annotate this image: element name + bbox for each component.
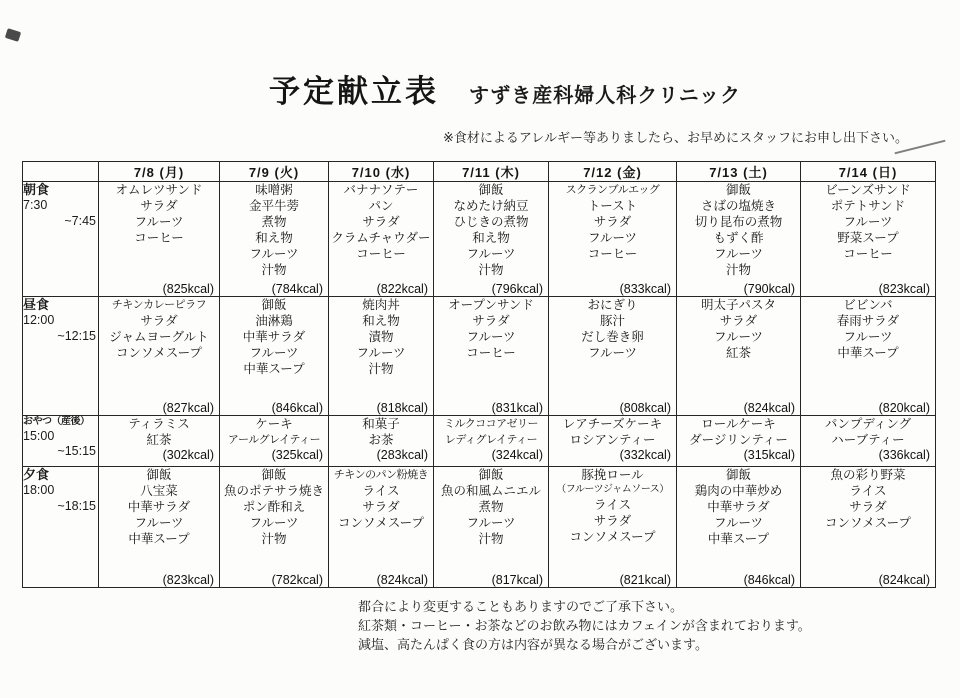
kcal-value: (784kcal): [271, 282, 323, 296]
menu-item: ハーブティー: [831, 433, 905, 447]
menu-item: フルーツ: [587, 346, 637, 360]
menu-item: 汁物: [478, 532, 504, 546]
menu-item: 汁物: [261, 532, 287, 546]
menu-cell: [549, 416, 677, 467]
kcal-value: (825kcal): [162, 282, 214, 296]
menu-item: サラダ: [362, 215, 400, 229]
menu-item: ライス: [362, 484, 400, 498]
day-header: 7/9 (火): [220, 162, 329, 182]
menu-cell: [99, 182, 220, 297]
menu-item: フルーツ: [713, 330, 763, 344]
menu-item: コーヒー: [134, 231, 184, 245]
menu-item: ティラミス: [128, 417, 190, 431]
menu-item: 御飯: [478, 183, 504, 197]
menu-item: コーヒー: [356, 247, 406, 261]
corner-cell: [23, 162, 99, 182]
menu-item: 豚汁: [599, 314, 625, 328]
menu-item: ロシアンティー: [569, 433, 656, 447]
menu-item: 御飯: [478, 468, 504, 482]
kcal-value: (283kcal): [376, 448, 428, 462]
menu-item: 中華スープ: [707, 532, 770, 546]
menu-item: 煮物: [478, 500, 504, 514]
menu-item: ビビンバ: [843, 298, 893, 312]
kcal-value: (833kcal): [619, 282, 671, 296]
menu-item: 中華サラダ: [707, 500, 770, 514]
menu-item: ミルクココアゼリー: [444, 418, 538, 430]
menu-item: ライス: [593, 498, 631, 512]
menu-item: 汁物: [368, 362, 394, 376]
day-header: 7/13 (土): [677, 162, 801, 182]
menu-cell: [220, 182, 329, 297]
menu-cell: [220, 297, 329, 416]
menu-item: トースト: [587, 199, 638, 213]
kcal-value: (817kcal): [491, 573, 543, 587]
menu-item: フルーツ: [843, 215, 893, 229]
menu-item: 御飯: [261, 298, 287, 312]
menu-cell: [329, 467, 434, 588]
menu-item: 八宝菜: [140, 484, 178, 498]
menu-item: お茶: [368, 433, 394, 447]
kcal-value: (824kcal): [376, 573, 428, 587]
menu-item: 油淋鶏: [255, 314, 293, 328]
menu-item: パン: [368, 199, 394, 213]
meal-time-end: ~12:15: [57, 328, 96, 343]
menu-item: 魚のポテサラ焼き: [223, 484, 324, 498]
menu-cell: [549, 297, 677, 416]
menu-item: 切り昆布の煮物: [694, 215, 783, 229]
menu-item: コンソメスープ: [824, 516, 911, 530]
footer-note-line: 都合により変更することもありますのでご了承下さい。: [358, 599, 684, 614]
meal-time-end: ~15:15: [57, 444, 96, 459]
menu-item: 春雨サラダ: [836, 314, 900, 328]
menu-item: 中華スープ: [243, 362, 305, 376]
kcal-value: (824kcal): [878, 573, 930, 587]
meal-label: [23, 416, 99, 467]
menu-item: フルーツ: [587, 231, 637, 245]
meal-time-start: 12:00: [23, 313, 55, 328]
kcal-value: (808kcal): [619, 401, 671, 415]
kcal-value: (336kcal): [878, 448, 930, 462]
menu-cell: [434, 182, 549, 297]
menu-item: 和え物: [472, 231, 510, 245]
menu-cell: [434, 467, 549, 588]
menu-item: フルーツ: [713, 247, 763, 261]
menu-item: 煮物: [261, 215, 287, 229]
meal-time-end: ~18:15: [57, 498, 96, 513]
menu-item: 和菓子: [362, 417, 400, 431]
meal-label: [23, 182, 99, 297]
menu-item: 中華スープ: [837, 346, 899, 360]
menu-cell: [801, 416, 936, 467]
menu-item: チキンカレーピラフ: [111, 299, 207, 311]
menu-item: サラダ: [140, 199, 178, 213]
menu-item: 御飯: [261, 468, 287, 482]
menu-item: 中華サラダ: [127, 500, 191, 514]
menu-item: コーヒー: [587, 247, 638, 261]
menu-item: 魚の彩り野菜: [830, 468, 906, 482]
menu-item: チキンのパン粉焼き: [333, 469, 429, 481]
menu-cell: [677, 182, 801, 297]
menu-item: 紅茶: [725, 346, 751, 360]
menu-cell: [677, 467, 801, 588]
menu-item: サラダ: [362, 500, 400, 514]
menu-item: 金平牛蒡: [248, 199, 299, 213]
menu-item: フルーツ: [249, 516, 299, 530]
menu-item: 豚挽ロール: [581, 468, 644, 482]
menu-item: オムレツサンド: [115, 183, 203, 197]
menu-item: サラダ: [593, 514, 632, 528]
kcal-value: (846kcal): [271, 401, 323, 415]
menu-item: スクランブルエッグ: [565, 184, 660, 196]
meal-row: [23, 182, 936, 297]
menu-cell: [549, 467, 677, 588]
menu-item: 汁物: [478, 263, 504, 277]
menu-item: ケーキ: [255, 417, 293, 431]
meal-name: 朝食: [23, 182, 50, 197]
menu-item: フルーツ: [356, 346, 406, 360]
menu-cell: [99, 416, 220, 467]
meal-row: [23, 416, 936, 467]
menu-item: 野菜スープ: [837, 231, 899, 245]
kcal-value: (782kcal): [271, 573, 323, 587]
menu-item: 和え物: [255, 231, 293, 245]
menu-item: ひじきの煮物: [453, 215, 529, 229]
allergy-note: ※食材によるアレルギー等ありましたら、お早めにスタッフにお申し出下さい。: [442, 130, 908, 145]
day-header-row: [23, 162, 936, 182]
kcal-value: (821kcal): [619, 573, 671, 587]
kcal-value: (818kcal): [376, 401, 428, 415]
menu-cell: [220, 467, 329, 588]
meal-label: [23, 297, 99, 416]
kcal-value: (824kcal): [743, 401, 795, 415]
kcal-value: (796kcal): [491, 282, 543, 296]
menu-item: パンプディング: [824, 417, 912, 431]
menu-cell: [549, 182, 677, 297]
menu-item: ジャムヨーグルト: [109, 330, 209, 344]
kcal-value: (823kcal): [878, 282, 930, 296]
day-header: 7/8 (月): [99, 162, 220, 182]
meal-row: [23, 297, 936, 416]
footer-note-line: 減塩、高たんぱく食の方は内容が異なる場合がございます。: [358, 636, 708, 652]
kcal-value: (827kcal): [162, 401, 214, 415]
page-header: [0, 0, 960, 111]
menu-item: ポン酢和え: [242, 500, 306, 514]
kcal-value: (846kcal): [743, 573, 795, 587]
menu-item: 味噌粥: [255, 183, 293, 197]
menu-item: フルーツ: [134, 215, 184, 229]
meal-row: [23, 467, 936, 588]
menu-item: コンソメスープ: [115, 346, 202, 360]
menu-cell: [801, 297, 936, 416]
footer-note-line: 紅茶類・コーヒー・お茶などのお飲み物にはカフェインが含まれております。: [358, 617, 811, 633]
meal-time-start: 15:00: [23, 428, 55, 443]
menu-item: フルーツ: [466, 330, 516, 344]
menu-item: 中華サラダ: [242, 330, 306, 344]
meal-name: おやつ（産後）: [23, 416, 90, 427]
menu-cell: [329, 297, 434, 416]
menu-item: フルーツ: [249, 346, 299, 360]
menu-cell: [677, 297, 801, 416]
menu-item: 明太子パスタ: [700, 298, 776, 312]
meal-time-end: ~7:45: [64, 213, 96, 228]
menu-item: 汁物: [261, 263, 287, 277]
kcal-value: (820kcal): [878, 401, 930, 415]
kcal-value: (325kcal): [271, 448, 323, 462]
menu-item: 紅茶: [146, 433, 172, 447]
menu-item: 中華スープ: [128, 532, 190, 546]
kcal-value: (790kcal): [743, 282, 795, 296]
menu-item: 魚の和風ムニエル: [440, 484, 541, 498]
kcal-value: (822kcal): [376, 282, 428, 296]
menu-item: （フルーツジャムソース）: [556, 484, 669, 495]
menu-cell: [329, 182, 434, 297]
menu-item: 御飯: [725, 468, 751, 482]
day-header: 7/10 (水): [329, 162, 434, 182]
menu-item: 御飯: [725, 183, 751, 197]
day-header: 7/12 (金): [549, 162, 677, 182]
menu-item: 漬物: [368, 330, 394, 344]
menu-item: 焼肉丼: [362, 298, 400, 312]
menu-cell: [220, 416, 329, 467]
menu-item: サラダ: [849, 500, 887, 514]
menu-item: おにぎり: [587, 298, 638, 312]
menu-cell: [801, 182, 936, 297]
menu-item: ダージリンティー: [689, 433, 788, 447]
menu-item: コンソメスープ: [337, 516, 424, 530]
menu-item: クラムチャウダー: [331, 231, 431, 245]
menu-cell: [801, 467, 936, 588]
menu-item: コーヒー: [466, 346, 516, 360]
menu-cell: [434, 297, 549, 416]
page-title: 予定献立表: [269, 74, 439, 109]
kcal-value: (324kcal): [491, 448, 543, 462]
menu-item: フルーツ: [134, 516, 184, 530]
menu-item: フルーツ: [466, 516, 516, 530]
kcal-value: (823kcal): [162, 573, 214, 587]
kcal-value: (315kcal): [743, 448, 795, 462]
menu-item: フルーツ: [466, 247, 516, 261]
menu-item: フルーツ: [843, 330, 893, 344]
menu-item: ポテトサンド: [830, 199, 906, 213]
menu-item: さばの塩焼き: [700, 199, 776, 213]
menu-cell: [677, 416, 801, 467]
menu-item: もずく酢: [713, 231, 764, 245]
kcal-value: (302kcal): [162, 448, 214, 462]
day-header: 7/11 (木): [434, 162, 549, 182]
menu-item: ライス: [849, 484, 887, 498]
menu-cell: [99, 297, 220, 416]
menu-item: レアチーズケーキ: [562, 417, 663, 431]
menu-item: だし巻き卵: [581, 330, 644, 344]
meal-name: 昼食: [23, 297, 50, 312]
menu-item: サラダ: [719, 314, 758, 328]
menu-item: オープンサンド: [448, 298, 534, 312]
menu-item: アールグレイティー: [227, 434, 321, 446]
menu-cell: [434, 416, 549, 467]
menu-item: コーヒー: [843, 247, 893, 261]
menu-cell: [99, 467, 220, 588]
meal-time-start: 7:30: [23, 198, 48, 213]
menu-item: 鶏肉の中華炒め: [694, 484, 783, 498]
menu-item: 御飯: [146, 468, 172, 482]
menu-item: ロールケーキ: [701, 417, 776, 431]
menu-item: サラダ: [593, 215, 632, 229]
menu-item: コンソメスープ: [569, 530, 656, 544]
menu-cell: [329, 416, 434, 467]
menu-item: レディグレイティー: [444, 434, 538, 446]
menu-table: [22, 161, 936, 588]
meal-label: [23, 467, 99, 588]
menu-item: フルーツ: [249, 247, 299, 261]
menu-item: バナナソテー: [343, 183, 419, 197]
menu-item: サラダ: [472, 314, 510, 328]
day-header: 7/14 (日): [801, 162, 936, 182]
meal-time-start: 18:00: [23, 483, 55, 498]
menu-item: ビーンズサンド: [825, 183, 911, 197]
footer-notes: [358, 598, 960, 655]
clinic-name: すずき産科婦人科クリニック: [469, 85, 741, 107]
menu-item: 和え物: [362, 314, 400, 328]
kcal-value: (332kcal): [619, 448, 671, 462]
menu-item: なめたけ納豆: [453, 199, 529, 213]
menu-item: フルーツ: [713, 516, 763, 530]
kcal-value: (831kcal): [491, 401, 543, 415]
menu-item: サラダ: [140, 314, 178, 328]
meal-name: 夕食: [23, 467, 50, 482]
menu-item: 汁物: [725, 263, 751, 277]
